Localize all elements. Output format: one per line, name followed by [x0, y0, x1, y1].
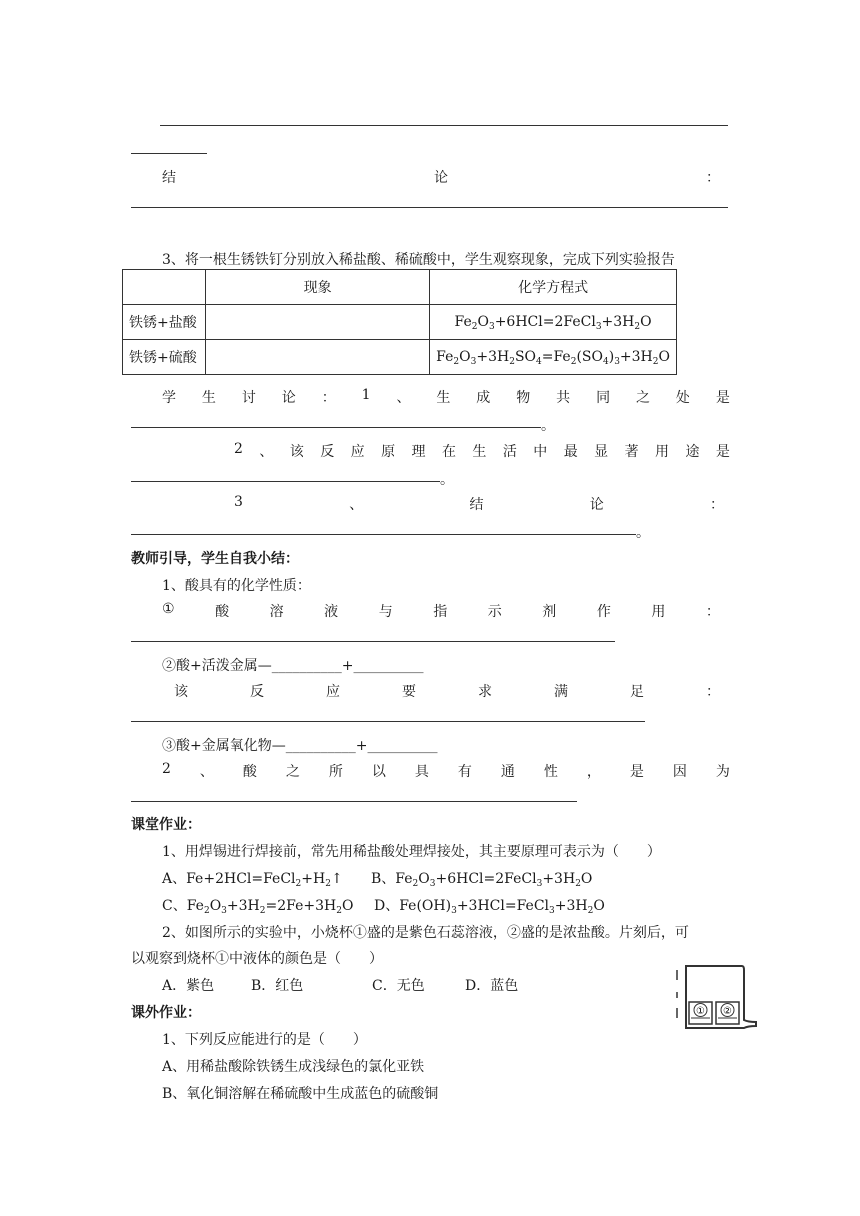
justified-char: 中: [533, 444, 548, 460]
justified-char: 剂: [542, 604, 557, 620]
conclusion-char: 结: [162, 170, 176, 186]
classwork-q2-line2: 以观察到烧杯①中液体的颜色是（ ）: [131, 951, 383, 967]
answer-line: [131, 481, 440, 482]
homework-q1: 1、下列反应能进行的是（ ）: [162, 1032, 367, 1048]
justified-char: 原: [381, 444, 396, 460]
justified-char: ①: [162, 601, 175, 617]
justified-char: 成: [476, 390, 491, 406]
summary-item-1b: ②酸+活泼金属—__________+__________: [162, 658, 424, 674]
justified-char: 、: [349, 497, 364, 513]
phenomenon-cell[interactable]: [206, 305, 430, 340]
justified-char: 所: [328, 764, 343, 780]
justified-char: 溶: [269, 604, 284, 620]
row-label: 铁锈+硫酸: [123, 340, 206, 375]
summary-heading: 教师引导，学生自我小结：: [131, 551, 299, 567]
justified-char: 、: [396, 390, 411, 406]
justified-char: 有: [457, 764, 472, 780]
justified-char: ：: [709, 497, 724, 513]
answer-line: [131, 721, 645, 722]
table-row: [123, 340, 677, 375]
classwork-q2-line1: 2、如图所示的实验中，小烧杯①盛的是紫色石蕊溶液，②盛的是浓盐酸。片刻后，可: [162, 925, 689, 941]
justified-char: 生: [201, 390, 216, 406]
classwork-q1-option-c[interactable]: C、$Fe_2O_3+3H_2=2Fe+3H_2O$: [162, 898, 354, 916]
beaker-2-label: ②: [723, 1006, 732, 1017]
classwork-q1-option-d[interactable]: D、$Fe(OH)_3+3HCl=FeCl_3+3H_2O$: [374, 898, 605, 916]
period: 。: [440, 472, 454, 488]
answer-line: [160, 125, 728, 126]
justified-char: 要: [402, 684, 416, 700]
classwork-q1-option-b[interactable]: B、$Fe_2O_3+6HCl=2FeCl_3+3H_2O$: [371, 871, 593, 889]
homework-q1-option-b[interactable]: B、氧化铜溶解在稀硫酸中生成蓝色的硫酸铜: [162, 1086, 439, 1102]
phenomenon-cell[interactable]: [206, 340, 430, 375]
period: 。: [636, 525, 650, 541]
justified-char: 处: [675, 390, 690, 406]
justified-char: 应: [350, 444, 365, 460]
justified-char: 具: [414, 764, 429, 780]
justified-char: 2: [162, 761, 171, 777]
conclusion-label: [162, 167, 720, 187]
classwork-heading: 课堂作业：: [131, 817, 201, 833]
answer-line: [131, 534, 636, 535]
justified-char: 酸: [242, 764, 257, 780]
justified-char: 在: [441, 444, 456, 460]
justified-char: 以: [371, 764, 386, 780]
justified-char: 应: [326, 684, 340, 700]
justified-char: 2: [234, 441, 243, 457]
table-header-cell: 现象: [206, 270, 430, 305]
justified-char: 示: [487, 604, 502, 620]
justified-char: 是: [629, 764, 644, 780]
summary-item-1a: [162, 601, 720, 621]
justified-char: 学: [162, 390, 176, 406]
classwork-q2-option-c[interactable]: C．无色: [372, 978, 425, 994]
discussion-line-1: [162, 387, 730, 407]
justified-char: 生: [436, 390, 451, 406]
conclusion-char: ：: [706, 170, 720, 186]
justified-char: 该: [174, 684, 188, 700]
table-header-row: [123, 270, 677, 305]
summary-item-2: [162, 761, 730, 781]
summary-item-1: 1、酸具有的化学性质：: [162, 578, 311, 594]
justified-char: 为: [715, 764, 730, 780]
classwork-q1: 1、用焊锡进行焊接前，常先用稀盐酸处理焊接处，其主要原理可表示为（ ）: [162, 844, 661, 860]
justified-char: 同: [596, 390, 611, 406]
table-header-cell: 化学方程式: [430, 270, 677, 305]
justified-char: ，: [586, 764, 601, 780]
beaker-1-label: ①: [696, 1006, 705, 1017]
answer-line: [131, 207, 728, 208]
table-header-cell: [123, 270, 206, 305]
answer-line: [131, 641, 615, 642]
discussion-line-3: [234, 494, 724, 514]
justified-char: 显: [594, 444, 609, 460]
equation-cell: $Fe_2O_3+6HCl=2FeCl_3+3H_2O$: [430, 305, 677, 340]
answer-line: [131, 153, 207, 154]
justified-char: 论: [281, 390, 296, 406]
justified-char: ：: [705, 604, 720, 620]
justified-char: 反: [320, 444, 335, 460]
justified-char: 是: [715, 444, 730, 460]
classwork-q1-option-a[interactable]: A、$Fe+2HCl=FeCl_2+H_2↑$: [162, 871, 343, 889]
table-row: [123, 305, 677, 340]
justified-char: 结: [469, 497, 484, 513]
classwork-q2-option-d[interactable]: D．蓝色: [465, 978, 519, 994]
justified-char: 、: [199, 764, 214, 780]
justified-char: 与: [378, 604, 393, 620]
justified-char: 生: [472, 444, 487, 460]
classwork-q2-option-a[interactable]: A．紫色: [162, 978, 215, 994]
classwork-q2-option-b[interactable]: B．红色: [251, 978, 304, 994]
justified-char: 该: [289, 444, 304, 460]
period: 。: [541, 418, 555, 434]
justified-char: 活: [502, 444, 517, 460]
justified-char: 因: [672, 764, 687, 780]
justified-char: 是: [715, 390, 730, 406]
justified-char: 液: [324, 604, 339, 620]
experiment-report-table: [122, 269, 677, 375]
homework-q1-option-a[interactable]: A、用稀盐酸除铁锈生成浅绿色的氯化亚铁: [162, 1059, 425, 1075]
justified-char: 反: [250, 684, 264, 700]
justified-char: 之: [635, 390, 650, 406]
justified-char: 、: [259, 444, 274, 460]
justified-char: 论: [589, 497, 604, 513]
justified-char: 物: [516, 390, 531, 406]
justified-char: 通: [500, 764, 515, 780]
summary-item-1c: ③酸+金属氧化物—__________+__________: [162, 738, 438, 754]
justified-char: 满: [554, 684, 568, 700]
justified-char: 用: [655, 444, 670, 460]
justified-char: 足: [630, 684, 644, 700]
q3-prompt: 3、将一根生锈铁钉分别放入稀盐酸、稀硫酸中，学生观察现象，完成下列实验报告: [162, 252, 675, 268]
justified-char: 性: [543, 764, 558, 780]
justified-char: 指: [433, 604, 448, 620]
justified-char: 共: [556, 390, 571, 406]
justified-char: 酸: [215, 604, 230, 620]
equation-cell: $Fe_2O_3+3H_2SO_4=Fe_2(SO_4)_3+3H_2O$: [430, 340, 677, 375]
beaker-diagram: [674, 962, 764, 1040]
justified-char: 最: [563, 444, 578, 460]
justified-char: 途: [685, 444, 700, 460]
homework-heading: 课外作业：: [131, 1005, 201, 1021]
summary-item-1b-requirement: [174, 681, 720, 701]
justified-char: 作: [596, 604, 611, 620]
discussion-line-2: [234, 441, 730, 461]
justified-char: 1: [361, 387, 371, 403]
justified-char: 之: [285, 764, 300, 780]
conclusion-char: 论: [434, 170, 448, 186]
justified-char: 著: [624, 444, 639, 460]
justified-char: 讨: [241, 390, 256, 406]
justified-char: 求: [478, 684, 492, 700]
answer-line: [131, 427, 541, 428]
justified-char: ：: [321, 390, 336, 406]
beaker-experiment-figure: [674, 962, 764, 1040]
justified-char: ：: [706, 684, 720, 700]
justified-char: 3: [234, 494, 243, 510]
answer-line: [131, 801, 577, 802]
justified-char: 用: [651, 604, 666, 620]
justified-char: 理: [411, 444, 426, 460]
row-label: 铁锈+盐酸: [123, 305, 206, 340]
